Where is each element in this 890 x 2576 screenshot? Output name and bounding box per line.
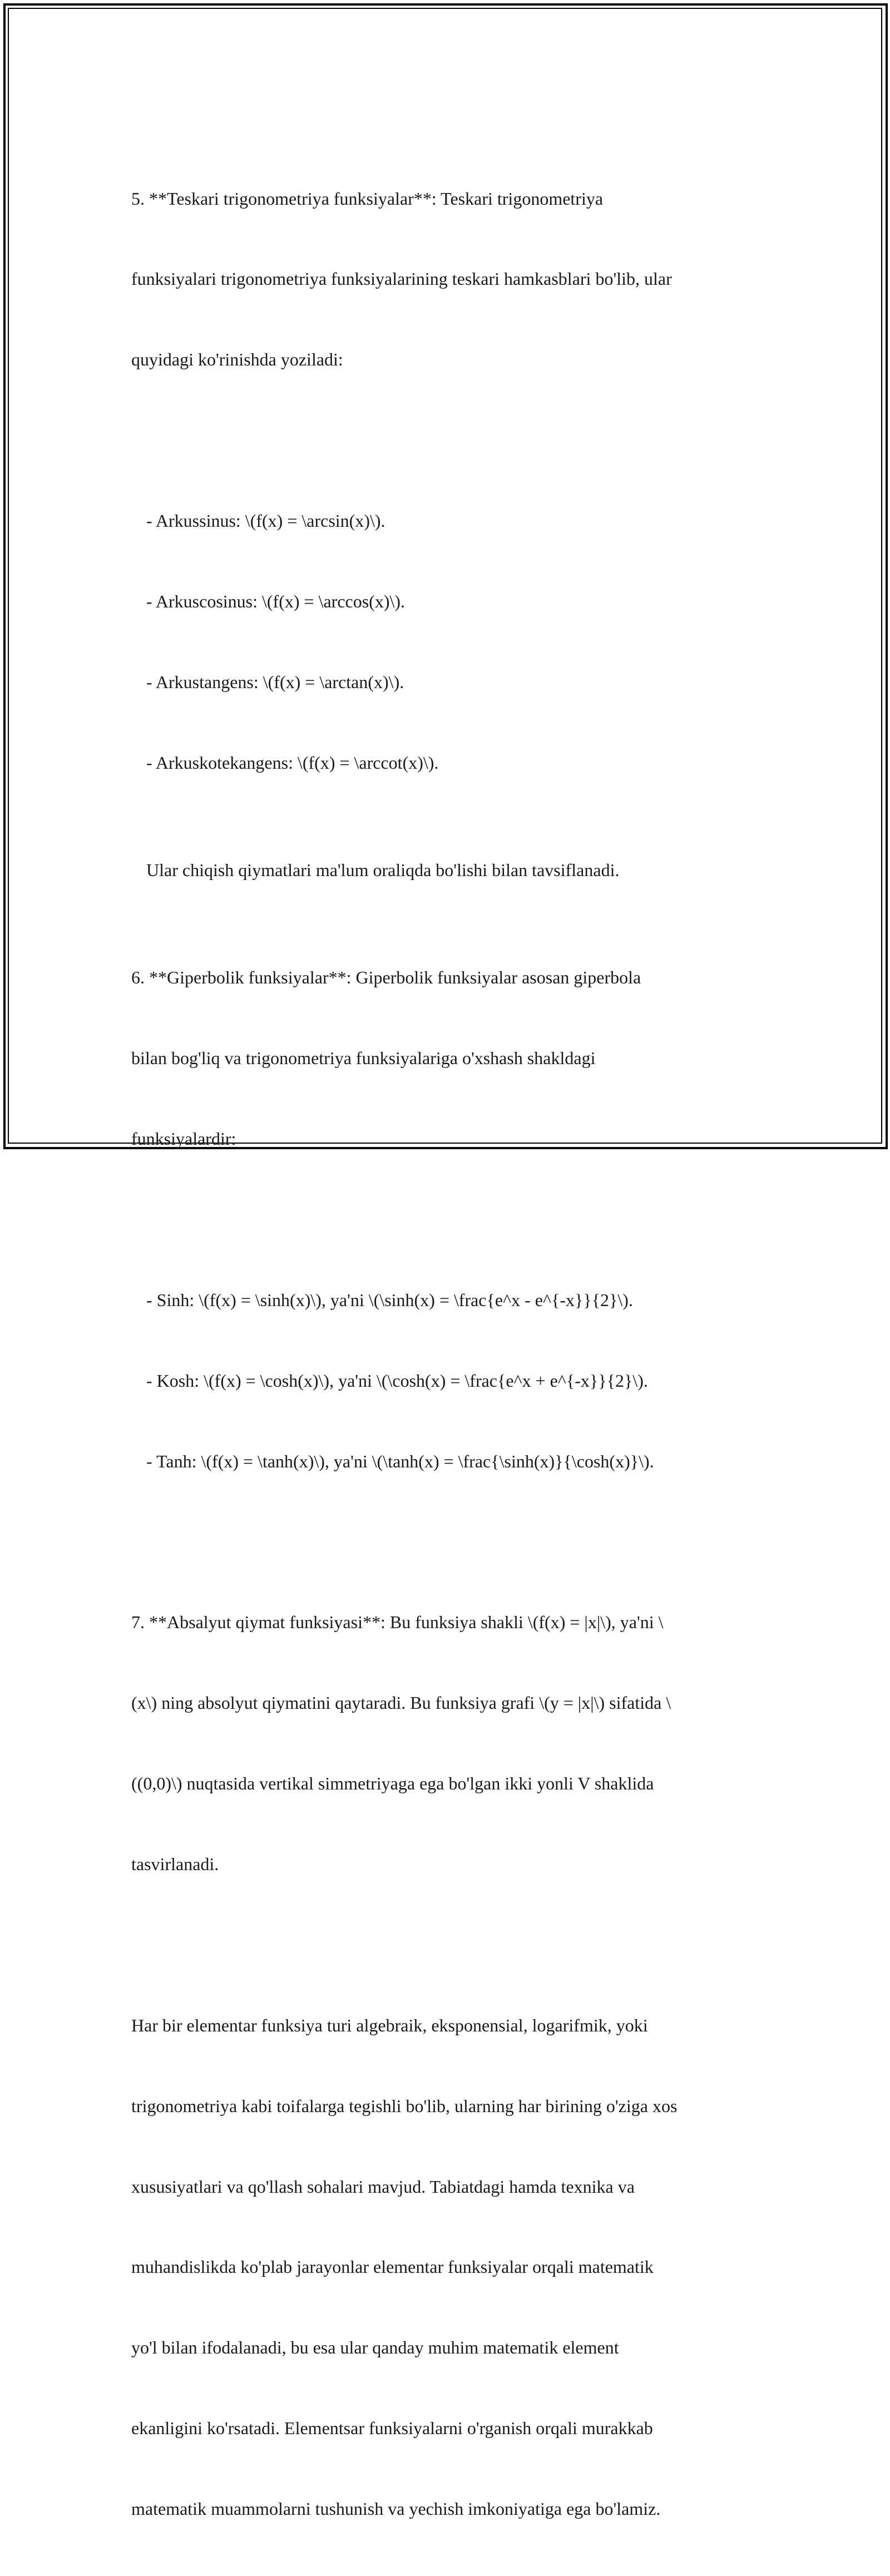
text-line: trigonometriya kabi toifalarga tegishli bo'lib, ularning har birining o'ziga xos: [131, 2095, 678, 2116]
spacer: [131, 1931, 760, 1958]
text-line: xususiyatlari va qo'llash sohalari mavjud. Tabiatdagi hamda texnika va: [131, 2176, 635, 2197]
list-item: - Kosh: \(f(x) = \cosh(x)\), ya'ni \(\cosh(x) = \frac{e^x + e^{-x}}{2}\).: [146, 1370, 648, 1391]
text-line: 6. **Giperbolik funksiyalar**: Giperbolik funksiyalar asosan giperbola: [131, 967, 641, 988]
text-line: (x\) ning absolyut qiymatini qaytaradi. Bu funksiya grafi \(y = |x|\) sifatida \: [131, 1693, 671, 1713]
section-6-list: [131, 1233, 760, 1528]
text-line: bilan bog'liq va trigonometriya funksiyalariga o'xshash shakldagi: [131, 1048, 596, 1069]
section-7-paragraph: [131, 1555, 760, 1931]
text-line: funksiyalardir:: [131, 1128, 236, 1149]
spacer: [131, 1528, 760, 1555]
text-line: matematik muammolarni tushunish va yechish imkoniyatiga ega bo'lamiz.: [131, 2499, 661, 2519]
list-item: - Arkuskotekangens: \(f(x) = \arccot(x)\).: [146, 752, 439, 773]
conclusion-paragraph: [131, 1958, 760, 2576]
spacer: [131, 830, 760, 857]
document-body: [131, 131, 760, 2576]
list-item: - Arkussinus: \(f(x) = \arcsin(x)\).: [146, 511, 385, 531]
spacer: [131, 427, 760, 453]
text-line: funksiyalari trigonometriya funksiyalarining teskari hamkasblari bo'lib, ular: [131, 269, 672, 289]
list-item: - Tanh: \(f(x) = \tanh(x)\), ya'ni \(\tanh(x) = \frac{\sinh(x)}{\cosh(x)}\).: [146, 1451, 654, 1471]
text-line: 5. **Teskari trigonometriya funksiyalar**: Teskari trigonometriya: [131, 188, 604, 209]
text-line: quyidagi ko'rinishda yoziladi:: [131, 349, 343, 370]
text-line: Har bir elementar funksiya turi algebraik, eksponensial, logarifmik, yoki: [131, 2015, 648, 2035]
text-line: yo'l bilan ifodalanadi, bu esa ular qanday muhim matematik element: [131, 2337, 619, 2358]
spacer: [131, 883, 760, 910]
text-line: muhandislikda ko'plab jarayonlar elementar funksiyalar orqali matematik: [131, 2257, 654, 2277]
list-item: - Sinh: \(f(x) = \sinh(x)\), ya'ni \(\sinh(x) = \frac{e^x - e^{-x}}{2}\).: [146, 1289, 633, 1310]
section-5-list: [131, 454, 760, 830]
text-line: tasvirlanadi.: [131, 1854, 219, 1874]
section-6-intro: [131, 911, 760, 1206]
text-line: 7. **Absalyut qiymat funksiyasi**: Bu funksiya shakli \(f(x) = |x|\), ya'ni \: [131, 1612, 664, 1633]
list-item: - Arkustangens: \(f(x) = \arctan(x)\).: [146, 671, 404, 692]
section-5-note: Ular chiqish qiymatlari ma'lum oraliqda bo'lishi bilan tavsiflanadi.: [146, 860, 620, 881]
text-line: ekanligini ko'rsatadi. Elementsar funksiyalarni o'rganish orqali murakkab: [131, 2418, 653, 2439]
spacer: [131, 1206, 760, 1233]
text-line: ((0,0)\) nuqtasida vertikal simmetriyaga ega bo'lgan ikki yonli V shaklida: [131, 1773, 654, 1794]
section-5-intro: [131, 131, 760, 427]
list-item: - Arkuscosinus: \(f(x) = \arccos(x)\).: [146, 591, 406, 612]
